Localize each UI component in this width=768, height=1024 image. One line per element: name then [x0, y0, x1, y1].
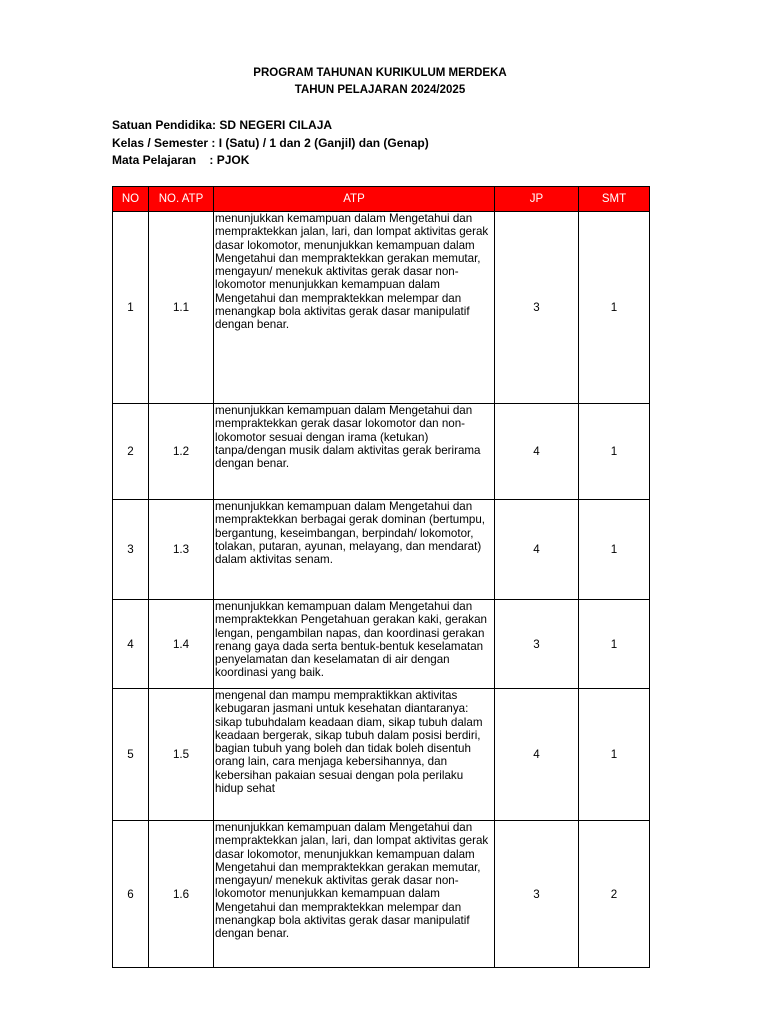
cell-atp: menunjukkan kemampuan dalam Mengetahui dan mempraktekkan Pengetahuan gerakan kaki, gerakan lengan, pengambilan napas, dan koordinasi gerakan renang gaya dada serta bentuk-bentuk keselamatan penyelamatan dan keselamatan di air dengan koordinasi yang baik. [214, 600, 495, 689]
cell-jp: 3 [495, 212, 579, 404]
header-no: NO [113, 187, 149, 212]
cell-smt: 1 [579, 689, 650, 821]
cell-no: 3 [113, 500, 149, 600]
cell-no-atp: 1.3 [149, 500, 214, 600]
cell-atp: menunjukkan kemampuan dalam Mengetahui dan mempraktekkan jalan, lari, dan lompat aktivitas gerak dasar lokomotor, menunjukkan kemampuan dalam Mengetahui dan mempraktekkan gerakan memutar, mengayun/ menekuk aktivitas gerak dasar non-lokomotor menunjukkan kemampuan dalam Mengetahui dan mempraktekkan melempar dan menangkap bola aktivitas gerak dasar manipulatif dengan benar. [214, 821, 495, 968]
cell-no: 4 [113, 600, 149, 689]
cell-smt: 1 [579, 404, 650, 500]
cell-atp: menunjukkan kemampuan dalam Mengetahui dan mempraktekkan gerak dasar lokomotor dan non-lokomotor sesuai dengan irama (ketukan) tanpa/dengan musik dalam aktivitas gerak berirama dengan benar. [214, 404, 495, 500]
document-title: PROGRAM TAHUNAN KURIKULUM MERDEKA [253, 67, 507, 79]
header-jp: JP [495, 187, 579, 212]
cell-no: 2 [113, 404, 149, 500]
table-row [113, 689, 650, 821]
cell-atp: mengenal dan mampu mempraktikkan aktivitas kebugaran jasmani untuk kesehatan diantaranya: sikap tubuhdalam keadaan diam, sikap tubuh dalam keadaan bergerak, sikap tubuh dalam posisi berdiri, bagian tubuh yang boleh dan tidak boleh disentuh orang lain, cara menjaga kebersihannya, dan kebersihan pakaian sesuai dengan pola perilaku hidup sehat [214, 689, 495, 821]
table-row [113, 500, 650, 600]
atp-table [112, 186, 650, 968]
info-satuan-pendidikan: Satuan Pendidika: SD NEGERI CILAJA [112, 118, 333, 132]
cell-no: 1 [113, 212, 149, 404]
cell-jp: 4 [495, 404, 579, 500]
cell-no: 6 [113, 821, 149, 968]
header-no-atp: NO. ATP [149, 187, 214, 212]
cell-no-atp: 1.6 [149, 821, 214, 968]
cell-jp: 4 [495, 689, 579, 821]
cell-no: 5 [113, 689, 149, 821]
info-kelas-semester: Kelas / Semester : I (Satu) / 1 dan 2 (Ganjil) dan (Genap) [112, 136, 429, 150]
cell-jp: 4 [495, 500, 579, 600]
table-row [113, 600, 650, 689]
info-mata-pelajaran: Mata Pelajaran : PJOK [112, 153, 250, 167]
cell-no-atp: 1.5 [149, 689, 214, 821]
table-header-row [113, 187, 650, 212]
header-atp: ATP [214, 187, 495, 212]
cell-jp: 3 [495, 821, 579, 968]
cell-atp: menunjukkan kemampuan dalam Mengetahui dan mempraktekkan berbagai gerak dominan (bertumpu, bergantung, keseimbangan, berpindah/ lokomotor, tolakan, putaran, ayunan, melayang, dan mendarat) dalam aktivitas senam. [214, 500, 495, 600]
cell-no-atp: 1.1 [149, 212, 214, 404]
cell-smt: 1 [579, 500, 650, 600]
document-subtitle: TAHUN PELAJARAN 2024/2025 [294, 84, 466, 96]
cell-smt: 2 [579, 821, 650, 968]
table-row [113, 821, 650, 968]
table-row [113, 212, 650, 404]
cell-no-atp: 1.4 [149, 600, 214, 689]
table-row [113, 404, 650, 500]
header-smt: SMT [579, 187, 650, 212]
cell-jp: 3 [495, 600, 579, 689]
cell-smt: 1 [579, 600, 650, 689]
cell-smt: 1 [579, 212, 650, 404]
cell-no-atp: 1.2 [149, 404, 214, 500]
cell-atp: menunjukkan kemampuan dalam Mengetahui dan mempraktekkan jalan, lari, dan lompat aktivitas gerak dasar lokomotor, menunjukkan kemampuan dalam Mengetahui dan mempraktekkan gerakan memutar, mengayun/ menekuk aktivitas gerak dasar non-lokomotor menunjukkan kemampuan dalam Mengetahui dan mempraktekkan melempar dan menangkap bola aktivitas gerak dasar manipulatif dengan benar. [214, 212, 495, 404]
